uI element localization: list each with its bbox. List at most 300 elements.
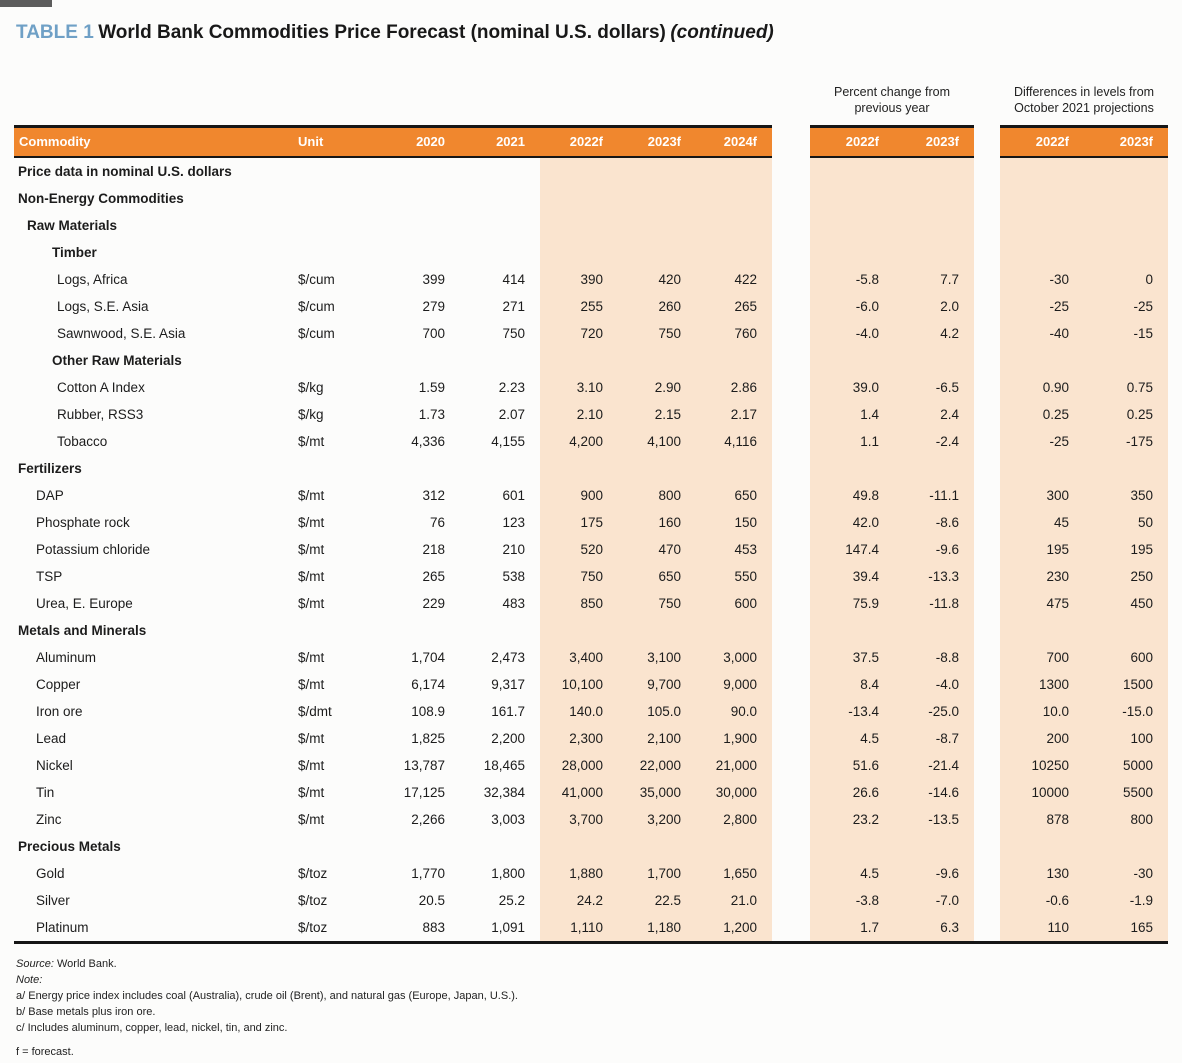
price-cell: 30,000: [696, 779, 772, 806]
pct-change-cell: [810, 833, 894, 860]
price-cell: 1.59: [418, 379, 445, 395]
price-cell: [460, 347, 540, 374]
difference-cell: 300: [1000, 482, 1084, 509]
difference-cell: 45: [1000, 509, 1084, 536]
column-gap: [772, 239, 810, 266]
unit-cell: $/cum: [298, 298, 335, 314]
column-gap: [772, 833, 810, 860]
pct-change-cell: [810, 239, 894, 266]
price-cell: [460, 185, 540, 212]
difference-cell: 0.75: [1084, 374, 1168, 401]
commodity-label: Timber: [52, 244, 97, 260]
column-gap: [974, 374, 1000, 401]
price-cell: [540, 347, 618, 374]
unit-cell: $/mt: [298, 487, 325, 503]
pct-change-cell: 37.5: [810, 644, 894, 671]
price-cell: 24.2: [540, 887, 618, 914]
section-row: [14, 455, 1168, 482]
column-gap: [772, 157, 810, 185]
commodities-forecast-table: [14, 54, 1168, 944]
pct-change-cell: [810, 347, 894, 374]
commodity-label: Fertilizers: [18, 460, 82, 476]
unit-cell: $/toz: [296, 914, 388, 943]
source-text: World Bank.: [53, 957, 117, 970]
difference-cell: [1084, 833, 1168, 860]
price-cell: 2,266: [411, 811, 445, 827]
difference-cell: [1084, 617, 1168, 644]
difference-cell: [1000, 455, 1084, 482]
price-cell: [696, 185, 772, 212]
price-cell: [460, 617, 540, 644]
price-cell: 3,003: [491, 811, 525, 827]
unit-cell: $/kg: [298, 379, 324, 395]
note-label: Note:: [16, 973, 43, 986]
pct-change-cell: 7.7: [894, 266, 974, 293]
pct-change-cell: 51.6: [810, 752, 894, 779]
column-gap: [772, 536, 810, 563]
table-number-tag: TABLE 1: [16, 22, 94, 43]
unit-cell: $/toz: [298, 892, 328, 908]
difference-cell: [1084, 347, 1168, 374]
section-row: [14, 185, 1168, 212]
column-gap: [772, 563, 810, 590]
difference-cell: [1000, 833, 1084, 860]
price-cell: 2.07: [498, 406, 525, 422]
price-cell: [618, 212, 696, 239]
price-cell: 2.15: [618, 401, 696, 428]
difference-cell: 50: [1084, 509, 1168, 536]
price-cell: 3,200: [618, 806, 696, 833]
price-cell: 2.17: [696, 401, 772, 428]
pct-change-cell: -13.3: [894, 563, 974, 590]
price-cell: 3,400: [540, 644, 618, 671]
commodity-label: Zinc: [36, 811, 62, 827]
difference-cell: 450: [1084, 590, 1168, 617]
difference-cell: 195: [1000, 536, 1084, 563]
pct-change-cell: [894, 239, 974, 266]
price-cell: [540, 185, 618, 212]
scan-artifact: [0, 0, 52, 7]
price-cell: 538: [502, 568, 525, 584]
difference-cell: [1084, 212, 1168, 239]
column-gap: [974, 428, 1000, 455]
column-gap: [772, 212, 810, 239]
pct-change-cell: -21.4: [894, 752, 974, 779]
price-cell: 2,300: [540, 725, 618, 752]
price-cell: [618, 185, 696, 212]
column-gap: [974, 54, 1000, 126]
commodity-label: Copper: [36, 676, 81, 692]
column-gap: [974, 725, 1000, 752]
column-gap: [974, 347, 1000, 374]
price-cell: 414: [502, 271, 525, 287]
column-gap: [974, 806, 1000, 833]
pct-change-cell: -9.6: [894, 860, 974, 887]
column-gap: [772, 860, 810, 887]
column-gap: [974, 617, 1000, 644]
header-2021: 2021: [460, 126, 540, 157]
price-cell: [388, 617, 460, 644]
price-cell: [540, 455, 618, 482]
footnote-b: b/ Base metals plus iron ore.: [16, 1005, 156, 1018]
price-cell: 399: [422, 271, 445, 287]
difference-cell: [1084, 157, 1168, 185]
price-cell: 229: [422, 595, 445, 611]
unit-cell: $/cum: [298, 271, 335, 287]
price-cell: 4,155: [491, 433, 525, 449]
commodity-row: [14, 401, 1168, 428]
pct-change-cell: -14.6: [894, 779, 974, 806]
difference-cell: 10000: [1000, 779, 1084, 806]
difference-cell: -30: [1084, 860, 1168, 887]
table-title-continued: (continued): [670, 22, 774, 43]
price-cell: 883: [388, 914, 460, 943]
unit-cell: [296, 617, 388, 644]
difference-cell: -15: [1084, 320, 1168, 347]
difference-cell: 475: [1000, 590, 1084, 617]
price-cell: 105.0: [618, 698, 696, 725]
difference-cell: 878: [1000, 806, 1084, 833]
commodity-label: Aluminum: [36, 649, 97, 665]
header-2024f: 2024f: [696, 126, 772, 157]
price-cell: 13,787: [403, 757, 445, 773]
price-cell: [388, 455, 460, 482]
commodity-label: Cotton A Index: [57, 379, 145, 395]
difference-cell: [1000, 617, 1084, 644]
column-gap: [974, 536, 1000, 563]
unit-cell: $/mt: [298, 811, 325, 827]
difference-cell: 5500: [1084, 779, 1168, 806]
price-cell: 750: [618, 320, 696, 347]
pct-change-cell: 4.5: [810, 860, 894, 887]
difference-cell: -1.9: [1084, 887, 1168, 914]
header-diff-2022f: 2022f: [1000, 126, 1084, 157]
price-cell: 218: [422, 541, 445, 557]
difference-cell: 200: [1000, 725, 1084, 752]
price-cell: [540, 212, 618, 239]
commodity-label: Urea, E. Europe: [36, 595, 133, 611]
price-cell: [618, 833, 696, 860]
price-cell: 108.9: [411, 703, 445, 719]
column-gap: [974, 671, 1000, 698]
column-gap: [772, 266, 810, 293]
price-cell: 800: [618, 482, 696, 509]
price-cell: 265: [696, 293, 772, 320]
difference-cell: -40: [1000, 320, 1084, 347]
price-cell: [388, 833, 460, 860]
difference-cell: [1000, 157, 1084, 185]
difference-cell: [1000, 185, 1084, 212]
difference-cell: 165: [1084, 914, 1168, 943]
price-cell: 123: [502, 514, 525, 530]
price-cell: [618, 617, 696, 644]
price-cell: 2.10: [540, 401, 618, 428]
difference-cell: 110: [1000, 914, 1084, 943]
price-cell: 1,700: [618, 860, 696, 887]
pct-change-cell: -8.8: [894, 644, 974, 671]
pct-change-cell: 6.3: [894, 914, 974, 943]
difference-cell: 230: [1000, 563, 1084, 590]
header-pc-2022f: 2022f: [810, 126, 894, 157]
difference-cell: -0.6: [1000, 887, 1084, 914]
difference-cell: -25: [1000, 428, 1084, 455]
source-note: [16, 957, 1168, 972]
price-cell: [696, 833, 772, 860]
commodity-label: Precious Metals: [18, 838, 121, 854]
price-cell: [460, 212, 540, 239]
pct-change-cell: 147.4: [810, 536, 894, 563]
difference-cell: 5000: [1084, 752, 1168, 779]
group-header-row: [14, 54, 1168, 126]
price-cell: 255: [540, 293, 618, 320]
pct-change-cell: [810, 157, 894, 185]
pct-change-cell: -4.0: [810, 320, 894, 347]
column-gap: [772, 698, 810, 725]
unit-cell: [296, 185, 388, 212]
price-cell: 210: [502, 541, 525, 557]
column-gap: [772, 752, 810, 779]
price-cell: 161.7: [491, 703, 525, 719]
section-row: [14, 157, 1168, 185]
difference-cell: -175: [1084, 428, 1168, 455]
unit-cell: $/mt: [298, 568, 325, 584]
price-cell: [618, 239, 696, 266]
price-cell: 600: [696, 590, 772, 617]
price-cell: 2,100: [618, 725, 696, 752]
pct-change-cell: 39.4: [810, 563, 894, 590]
pct-change-cell: 2.4: [894, 401, 974, 428]
price-cell: 1,180: [618, 914, 696, 943]
commodity-label: Non-Energy Commodities: [18, 190, 184, 206]
price-cell: 10,100: [540, 671, 618, 698]
price-cell: 2.23: [498, 379, 525, 395]
price-cell: 90.0: [696, 698, 772, 725]
price-cell: [618, 347, 696, 374]
price-cell: 312: [422, 487, 445, 503]
price-cell: 390: [540, 266, 618, 293]
commodity-label: Potassium chloride: [36, 541, 151, 557]
pct-change-cell: -11.1: [894, 482, 974, 509]
pct-change-cell: 2.0: [894, 293, 974, 320]
commodity-row: [14, 428, 1168, 455]
column-gap: [772, 644, 810, 671]
price-cell: 20.5: [418, 892, 445, 908]
column-gap: [772, 725, 810, 752]
price-cell: [696, 617, 772, 644]
price-cell: 4,100: [618, 428, 696, 455]
price-cell: 422: [696, 266, 772, 293]
pct-change-cell: [894, 157, 974, 185]
column-gap: [772, 617, 810, 644]
price-cell: 22,000: [618, 752, 696, 779]
price-cell: 150: [696, 509, 772, 536]
table-title-text: World Bank Commodities Price Forecast (nominal U.S. dollars): [98, 22, 666, 43]
price-cell: 1,880: [540, 860, 618, 887]
pct-change-cell: -13.5: [894, 806, 974, 833]
commodity-label: Iron ore: [36, 703, 83, 719]
price-cell: 2,200: [491, 730, 525, 746]
pct-change-cell: [894, 347, 974, 374]
difference-cell: [1084, 185, 1168, 212]
column-gap: [974, 860, 1000, 887]
commodity-row: [14, 590, 1168, 617]
price-cell: [540, 617, 618, 644]
price-cell: 1,900: [696, 725, 772, 752]
column-gap: [974, 509, 1000, 536]
footnotes: [14, 957, 1168, 1060]
commodity-label: Other Raw Materials: [52, 352, 182, 368]
table-body: [14, 157, 1168, 943]
difference-cell: 800: [1084, 806, 1168, 833]
column-gap: [974, 698, 1000, 725]
commodity-row: [14, 779, 1168, 806]
column-gap: [772, 482, 810, 509]
difference-cell: -15.0: [1084, 698, 1168, 725]
price-cell: 160: [618, 509, 696, 536]
price-cell: 550: [696, 563, 772, 590]
price-cell: [388, 185, 460, 212]
difference-cell: 1500: [1084, 671, 1168, 698]
column-gap: [974, 320, 1000, 347]
commodity-row: [14, 536, 1168, 563]
price-cell: 9,000: [696, 671, 772, 698]
unit-cell: $/mt: [298, 433, 325, 449]
price-cell: 1,800: [491, 865, 525, 881]
unit-cell: $/toz: [298, 865, 328, 881]
pct-change-cell: -13.4: [810, 698, 894, 725]
price-cell: 140.0: [540, 698, 618, 725]
difference-cell: 700: [1000, 644, 1084, 671]
commodity-label: Raw Materials: [27, 217, 118, 233]
price-cell: [460, 455, 540, 482]
column-gap: [974, 914, 1000, 943]
commodity-row: [14, 860, 1168, 887]
price-cell: 3.10: [540, 374, 618, 401]
commodity-row: [14, 887, 1168, 914]
difference-cell: 0: [1084, 266, 1168, 293]
commodity-row: [14, 644, 1168, 671]
pct-change-cell: 42.0: [810, 509, 894, 536]
column-gap: [974, 752, 1000, 779]
price-cell: 1,825: [411, 730, 445, 746]
group-header-spacer: [14, 54, 772, 126]
price-cell: 28,000: [540, 752, 618, 779]
commodity-row: [14, 482, 1168, 509]
column-gap: [974, 212, 1000, 239]
pct-change-cell: -6.0: [810, 293, 894, 320]
price-cell: [460, 157, 540, 185]
commodity-label: Price data in nominal U.S. dollars: [18, 163, 232, 179]
commodity-label: Rubber, RSS3: [57, 406, 144, 422]
pct-change-cell: [894, 212, 974, 239]
difference-cell: 195: [1084, 536, 1168, 563]
price-cell: [388, 157, 460, 185]
pct-change-cell: 1.4: [810, 401, 894, 428]
commodity-label: Platinum: [14, 914, 296, 943]
price-cell: 4,116: [696, 428, 772, 455]
commodity-row: [14, 374, 1168, 401]
pct-change-cell: -8.6: [894, 509, 974, 536]
pct-change-cell: -7.0: [894, 887, 974, 914]
commodity-row: [14, 806, 1168, 833]
column-gap: [772, 126, 810, 157]
header-commodity: Commodity: [14, 126, 296, 157]
price-cell: 650: [696, 482, 772, 509]
price-cell: 2,800: [696, 806, 772, 833]
column-header-row: [14, 126, 1168, 157]
price-cell: 750: [618, 590, 696, 617]
price-cell: 1,770: [411, 865, 445, 881]
price-cell: [618, 157, 696, 185]
price-cell: 2,473: [491, 649, 525, 665]
commodity-label: Nickel: [36, 757, 73, 773]
group-header-differences: Differences in levels from October 2021 projections: [1013, 84, 1155, 115]
price-cell: [618, 455, 696, 482]
pct-change-cell: -11.8: [894, 590, 974, 617]
difference-cell: 600: [1084, 644, 1168, 671]
pct-change-cell: [894, 185, 974, 212]
unit-cell: $/mt: [298, 784, 325, 800]
commodity-row: [14, 293, 1168, 320]
price-cell: 279: [422, 298, 445, 314]
column-gap: [974, 482, 1000, 509]
price-cell: 1.73: [418, 406, 445, 422]
commodity-label: Silver: [36, 892, 70, 908]
price-cell: 750: [502, 325, 525, 341]
unit-cell: $/mt: [298, 514, 325, 530]
pct-change-cell: -5.8: [810, 266, 894, 293]
column-gap: [772, 914, 810, 943]
commodity-label: DAP: [36, 487, 64, 503]
difference-cell: 1300: [1000, 671, 1084, 698]
pct-change-cell: 4.5: [810, 725, 894, 752]
unit-cell: [296, 833, 388, 860]
commodity-label: Lead: [36, 730, 67, 746]
price-cell: 3,100: [618, 644, 696, 671]
price-cell: 760: [696, 320, 772, 347]
difference-cell: 100: [1084, 725, 1168, 752]
price-cell: 4,336: [411, 433, 445, 449]
commodity-label: TSP: [36, 568, 63, 584]
column-gap: [772, 509, 810, 536]
price-cell: 6,174: [411, 676, 445, 692]
commodity-label: Tobacco: [57, 433, 108, 449]
unit-cell: $/mt: [298, 757, 325, 773]
pct-change-cell: -2.4: [894, 428, 974, 455]
unit-cell: $/mt: [298, 649, 325, 665]
price-cell: 271: [502, 298, 525, 314]
commodity-row: [14, 752, 1168, 779]
unit-cell: $/cum: [298, 325, 335, 341]
price-cell: 22.5: [618, 887, 696, 914]
commodity-label: Sawnwood, S.E. Asia: [57, 325, 186, 341]
commodity-label: Metals and Minerals: [18, 622, 147, 638]
difference-cell: 10.0: [1000, 698, 1084, 725]
price-cell: 265: [422, 568, 445, 584]
pct-change-cell: 8.4: [810, 671, 894, 698]
commodity-label: Gold: [36, 865, 65, 881]
pct-change-cell: [894, 455, 974, 482]
unit-cell: $/mt: [298, 730, 325, 746]
column-gap: [772, 887, 810, 914]
column-gap: [974, 644, 1000, 671]
column-gap: [974, 185, 1000, 212]
difference-cell: [1000, 212, 1084, 239]
price-cell: 1,650: [696, 860, 772, 887]
column-gap: [772, 806, 810, 833]
price-cell: [696, 212, 772, 239]
pct-change-cell: -8.7: [894, 725, 974, 752]
